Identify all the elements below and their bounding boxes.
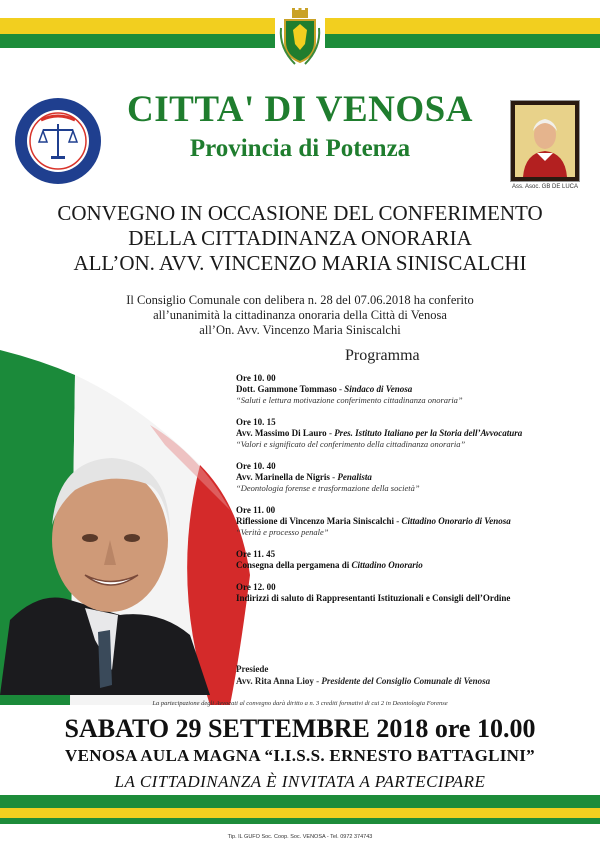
- program-topic: “Saluti e lettura motivazione conferimento cittadinanza onoraria”: [236, 395, 463, 405]
- program-item: [236, 582, 596, 604]
- program-topic: “Verità e processo penale”: [236, 527, 329, 537]
- program-speaker: Dott. Gammone Tommaso: [236, 384, 337, 394]
- city-crest-icon: [275, 8, 325, 70]
- intro-line: all’unanimità la cittadinanza onoraria della Città di Venosa: [153, 308, 447, 322]
- bottom-green-stripe: [0, 795, 600, 808]
- program-time: Ore 10. 40: [236, 461, 276, 471]
- program-time: Ore 12. 00: [236, 582, 276, 592]
- event-heading: [10, 201, 590, 276]
- program-speaker: Indirizzi di saluto di Rappresentanti Istituzionali e Consigli dell’Ordine: [236, 593, 511, 603]
- program-item: Ore 10. 15 Avv. Massimo Di Lauro - Pres. Istituto Italiano per la Storia dell’Avvocatura “Valori e significato del conferimento della cittadinanza onoraria”: [236, 417, 596, 450]
- program-role: Penalista: [337, 472, 372, 482]
- preside-block: Presiede Avv. Rita Anna Lioy - Presidente del Consiglio Comunale di Venosa: [236, 663, 596, 687]
- program-speaker: Avv. Massimo Di Lauro: [236, 428, 327, 438]
- event-venue: VENOSA AULA MAGNA “I.I.S.S. ERNESTO BATTAGLINI”: [65, 746, 535, 765]
- preside-role: Presidente del Consiglio Comunale di Venosa: [321, 676, 491, 686]
- credits-note: La partecipazione degli Avvocati al convegno darà diritto a n. 3 crediti formativi di cui 2 in Deontologia Forense: [152, 700, 448, 707]
- program-time: Ore 10. 15: [236, 417, 276, 427]
- intro-line: all’On. Avv. Vincenzo Maria Siniscalchi: [199, 323, 401, 337]
- heading-line: DELLA CITTADINANZA ONORARIA: [128, 226, 472, 250]
- event-date: SABATO 29 SETTEMBRE 2018 ore 10.00: [64, 714, 536, 743]
- intro-line: Il Consiglio Comunale con delibera n. 28 del 07.06.2018 ha conferito: [126, 293, 474, 307]
- portrait-photo: [0, 440, 225, 695]
- program-time: Ore 11. 45: [236, 549, 276, 559]
- program-speaker: Riflessione di Vincenzo Maria Siniscalchi: [236, 516, 395, 526]
- bottom-yellow-stripe: [0, 808, 600, 818]
- event-invite: LA CITTADINANZA È INVITATA A PARTECIPARE: [114, 772, 486, 791]
- province-title: Provincia di Potenza: [189, 135, 411, 162]
- city-title: CITTA' DI VENOSA: [127, 89, 473, 130]
- program-item: Ore 10. 00 Dott. Gammone Tommaso - Sindaco di Venosa “Saluti e lettura motivazione conferimento cittadinanza onoraria”: [236, 373, 596, 406]
- program-role: Cittadino Onorario: [351, 560, 423, 570]
- program-speaker: Avv. Marinella de Nigris: [236, 472, 330, 482]
- program-time: Ore 10. 00: [236, 373, 276, 383]
- program-role: Cittadino Onorario di Venosa: [401, 516, 511, 526]
- program-title: Programma: [345, 347, 420, 364]
- portrait-caption: Ass. Asoc. GB DE LUCA: [511, 184, 579, 190]
- association-forense-logo: [13, 96, 103, 186]
- bottom-green-stripe-thin: [0, 818, 600, 824]
- program-role: Sindaco di Venosa: [344, 384, 413, 394]
- program-item: [236, 549, 596, 571]
- heading-line: ALL’ON. AVV. VINCENZO MARIA SINISCALCHI: [73, 251, 527, 275]
- program-topic: “Valori e significato del conferimento della cittadinanza onoraria”: [236, 439, 466, 449]
- program-list: [236, 373, 596, 615]
- preside-name: Avv. Rita Anna Lioy: [236, 676, 314, 686]
- printer-footer: Tip. IL GUFO Soc. Coop. Soc. VENOSA - Tel. 0972 374743: [227, 834, 373, 840]
- heading-line: CONVEGNO IN OCCASIONE DEL CONFERIMENTO: [57, 201, 543, 225]
- preside-label: Presiede: [236, 664, 269, 674]
- portrait-image: [510, 100, 580, 182]
- program-topic: “Deontologia forense e trasformazione della società”: [236, 483, 420, 493]
- program-speaker: Consegna della pergamena di: [236, 560, 350, 570]
- intro-text: [40, 293, 560, 338]
- program-time: Ore 11. 00: [236, 505, 276, 515]
- program-item: Ore 11. 00 Riflessione di Vincenzo Maria Siniscalchi - Cittadino Onorario di Venosa “Verità e processo penale”: [236, 505, 596, 538]
- program-item: Ore 10. 40 Avv. Marinella de Nigris - Penalista “Deontologia forense e trasformazione della società”: [236, 461, 596, 494]
- program-role: Pres. Istituto Italiano per la Storia dell’Avvocatura: [334, 428, 523, 438]
